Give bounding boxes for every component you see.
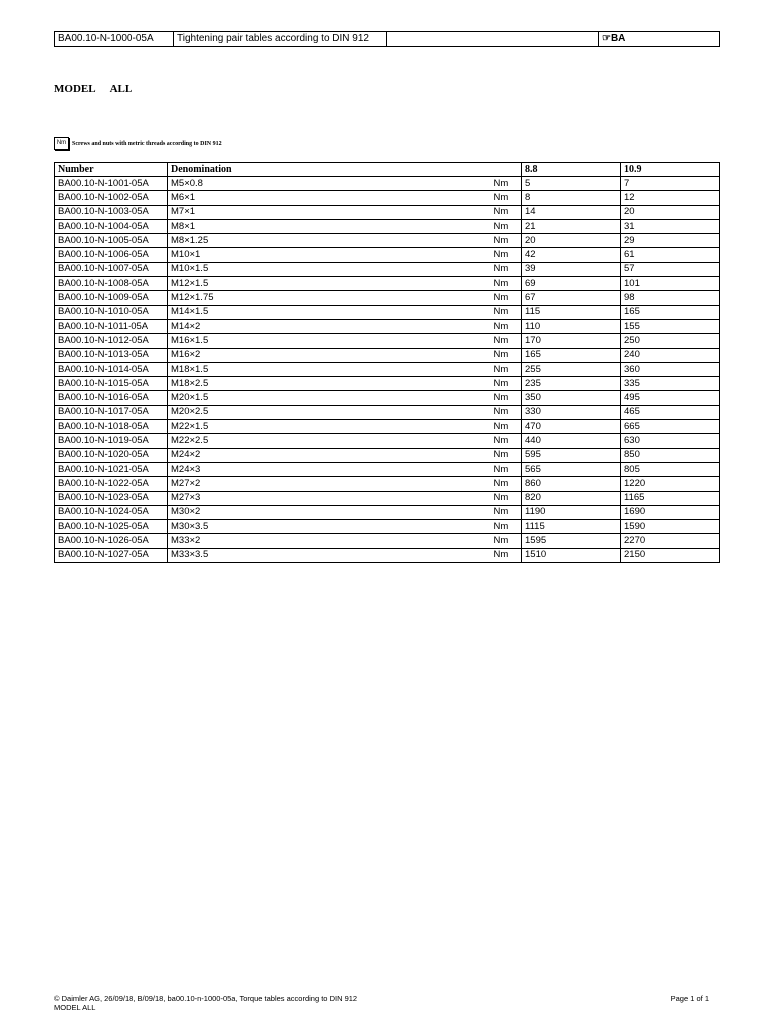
number-cell: BA00.10-N-1001-05A xyxy=(55,177,168,191)
denomination-cell: M16×2 xyxy=(168,348,488,362)
number-cell: BA00.10-N-1010-05A xyxy=(55,305,168,319)
table-row xyxy=(55,291,720,305)
number-cell: BA00.10-N-1016-05A xyxy=(55,391,168,405)
number-cell: BA00.10-N-1005-05A xyxy=(55,234,168,248)
denomination-cell: M33×3.5 xyxy=(168,548,488,562)
denomination-cell: M33×2 xyxy=(168,534,488,548)
grade-8-8-cell: 1190 xyxy=(522,505,621,519)
unit-cell: Nm xyxy=(488,491,522,505)
grade-8-8-cell: 110 xyxy=(522,319,621,333)
grade-10-9-cell: 7 xyxy=(621,177,720,191)
number-cell: BA00.10-N-1015-05A xyxy=(55,377,168,391)
unit-cell: Nm xyxy=(488,248,522,262)
table-row xyxy=(55,405,720,419)
denomination-cell: M18×2.5 xyxy=(168,377,488,391)
denomination-cell: M5×0.8 xyxy=(168,177,488,191)
table-row xyxy=(55,548,720,562)
table-body xyxy=(55,177,720,563)
grade-8-8-cell: 470 xyxy=(522,420,621,434)
footer-copyright: © Daimler AG, 26/09/18, B/09/18, ba00.10-n-1000-05a, Torque tables according to DIN 912 xyxy=(54,994,358,1003)
grade-10-9-cell: 31 xyxy=(621,219,720,233)
number-cell: BA00.10-N-1021-05A xyxy=(55,462,168,476)
grade-8-8-cell: 330 xyxy=(522,405,621,419)
grade-10-9-cell: 57 xyxy=(621,262,720,276)
table-row xyxy=(55,262,720,276)
header-empty-cell xyxy=(387,32,599,47)
grade-8-8-cell: 21 xyxy=(522,219,621,233)
column-header-10-9: 10.9 xyxy=(621,163,720,177)
unit-cell: Nm xyxy=(488,319,522,333)
grade-8-8-cell: 820 xyxy=(522,491,621,505)
doc-number: BA00.10-N-1000-05A xyxy=(55,32,174,47)
grade-8-8-cell: 350 xyxy=(522,391,621,405)
grade-10-9-cell: 98 xyxy=(621,291,720,305)
grade-10-9-cell: 165 xyxy=(621,305,720,319)
unit-cell: Nm xyxy=(488,191,522,205)
table-row xyxy=(55,505,720,519)
column-header-number: Number xyxy=(55,163,168,177)
table-row xyxy=(55,191,720,205)
grade-10-9-cell: 29 xyxy=(621,234,720,248)
table-header-row xyxy=(55,163,720,177)
number-cell: BA00.10-N-1008-05A xyxy=(55,277,168,291)
unit-cell: Nm xyxy=(488,548,522,562)
grade-10-9-cell: 20 xyxy=(621,205,720,219)
denomination-cell: M20×2.5 xyxy=(168,405,488,419)
unit-cell: Nm xyxy=(488,362,522,376)
denomination-cell: M8×1.25 xyxy=(168,234,488,248)
number-cell: BA00.10-N-1023-05A xyxy=(55,491,168,505)
grade-8-8-cell: 255 xyxy=(522,362,621,376)
grade-8-8-cell: 69 xyxy=(522,277,621,291)
number-cell: BA00.10-N-1019-05A xyxy=(55,434,168,448)
table-row xyxy=(55,234,720,248)
grade-8-8-cell: 235 xyxy=(522,377,621,391)
table-row xyxy=(55,448,720,462)
denomination-cell: M16×1.5 xyxy=(168,334,488,348)
unit-cell: Nm xyxy=(488,434,522,448)
grade-10-9-cell: 155 xyxy=(621,319,720,333)
model-label: MODEL xyxy=(54,83,96,95)
unit-cell: Nm xyxy=(488,477,522,491)
number-cell: BA00.10-N-1006-05A xyxy=(55,248,168,262)
grade-10-9-cell: 665 xyxy=(621,420,720,434)
table-row xyxy=(55,277,720,291)
denomination-cell: M12×1.75 xyxy=(168,291,488,305)
grade-10-9-cell: 630 xyxy=(621,434,720,448)
unit-cell: Nm xyxy=(488,505,522,519)
number-cell: BA00.10-N-1024-05A xyxy=(55,505,168,519)
unit-cell: Nm xyxy=(488,448,522,462)
number-cell: BA00.10-N-1014-05A xyxy=(55,362,168,376)
grade-8-8-cell: 1115 xyxy=(522,520,621,534)
table-row xyxy=(55,420,720,434)
page-number: Page 1 of 1 xyxy=(670,994,709,1003)
grade-8-8-cell: 860 xyxy=(522,477,621,491)
unit-cell: Nm xyxy=(488,462,522,476)
model-value: ALL xyxy=(109,83,133,95)
unit-cell: Nm xyxy=(488,205,522,219)
grade-8-8-cell: 165 xyxy=(522,348,621,362)
denomination-cell: M8×1 xyxy=(168,219,488,233)
denomination-cell: M27×3 xyxy=(168,491,488,505)
grade-8-8-cell: 20 xyxy=(522,234,621,248)
document-header xyxy=(54,31,720,47)
note xyxy=(54,137,222,150)
grade-10-9-cell: 61 xyxy=(621,248,720,262)
table-row xyxy=(55,205,720,219)
grade-8-8-cell: 170 xyxy=(522,334,621,348)
grade-10-9-cell: 2150 xyxy=(621,548,720,562)
number-cell: BA00.10-N-1003-05A xyxy=(55,205,168,219)
doc-title: Tightening pair tables according to DIN 912 xyxy=(174,32,387,47)
table-row xyxy=(55,362,720,376)
grade-8-8-cell: 115 xyxy=(522,305,621,319)
grade-8-8-cell: 42 xyxy=(522,248,621,262)
denomination-cell: M6×1 xyxy=(168,191,488,205)
unit-cell: Nm xyxy=(488,405,522,419)
grade-8-8-cell: 565 xyxy=(522,462,621,476)
unit-cell: Nm xyxy=(488,219,522,233)
denomination-cell: M22×1.5 xyxy=(168,420,488,434)
unit-cell: Nm xyxy=(488,177,522,191)
number-cell: BA00.10-N-1007-05A xyxy=(55,262,168,276)
table-row xyxy=(55,319,720,333)
column-header-denomination: Denomination xyxy=(168,163,522,177)
grade-10-9-cell: 250 xyxy=(621,334,720,348)
grade-10-9-cell: 101 xyxy=(621,277,720,291)
number-cell: BA00.10-N-1017-05A xyxy=(55,405,168,419)
grade-8-8-cell: 14 xyxy=(522,205,621,219)
denomination-cell: M7×1 xyxy=(168,205,488,219)
grade-8-8-cell: 595 xyxy=(522,448,621,462)
grade-10-9-cell: 2270 xyxy=(621,534,720,548)
grade-10-9-cell: 335 xyxy=(621,377,720,391)
number-cell: BA00.10-N-1013-05A xyxy=(55,348,168,362)
denomination-cell: M24×2 xyxy=(168,448,488,462)
denomination-cell: M12×1.5 xyxy=(168,277,488,291)
grade-10-9-cell: 1220 xyxy=(621,477,720,491)
table-row xyxy=(55,520,720,534)
denomination-cell: M27×2 xyxy=(168,477,488,491)
unit-cell: Nm xyxy=(488,305,522,319)
footer-model: MODEL ALL xyxy=(54,1003,96,1012)
number-cell: BA00.10-N-1012-05A xyxy=(55,334,168,348)
number-cell: BA00.10-N-1022-05A xyxy=(55,477,168,491)
grade-8-8-cell: 39 xyxy=(522,262,621,276)
number-cell: BA00.10-N-1020-05A xyxy=(55,448,168,462)
table-row xyxy=(55,477,720,491)
number-cell: BA00.10-N-1018-05A xyxy=(55,420,168,434)
table-row xyxy=(55,491,720,505)
denomination-cell: M30×3.5 xyxy=(168,520,488,534)
denomination-cell: M24×3 xyxy=(168,462,488,476)
grade-10-9-cell: 1590 xyxy=(621,520,720,534)
denomination-cell: M30×2 xyxy=(168,505,488,519)
number-cell: BA00.10-N-1011-05A xyxy=(55,319,168,333)
denomination-cell: M10×1 xyxy=(168,248,488,262)
grade-10-9-cell: 240 xyxy=(621,348,720,362)
grade-10-9-cell: 1165 xyxy=(621,491,720,505)
grade-10-9-cell: 1690 xyxy=(621,505,720,519)
grade-10-9-cell: 465 xyxy=(621,405,720,419)
number-cell: BA00.10-N-1027-05A xyxy=(55,548,168,562)
table-row xyxy=(55,534,720,548)
unit-cell: Nm xyxy=(488,377,522,391)
grade-8-8-cell: 5 xyxy=(522,177,621,191)
unit-cell: Nm xyxy=(488,234,522,248)
doc-reference-link[interactable]: ☞BA xyxy=(599,32,720,47)
denomination-cell: M14×2 xyxy=(168,319,488,333)
denomination-cell: M14×1.5 xyxy=(168,305,488,319)
grade-8-8-cell: 67 xyxy=(522,291,621,305)
torque-table xyxy=(54,162,720,563)
grade-8-8-cell: 1595 xyxy=(522,534,621,548)
table-row xyxy=(55,219,720,233)
note-text: Screws and nuts with metric threads according to DIN 912 xyxy=(72,140,222,147)
table-row xyxy=(55,348,720,362)
denomination-cell: M10×1.5 xyxy=(168,262,488,276)
grade-8-8-cell: 8 xyxy=(522,191,621,205)
table-row xyxy=(55,462,720,476)
grade-8-8-cell: 1510 xyxy=(522,548,621,562)
unit-cell: Nm xyxy=(488,348,522,362)
table-row xyxy=(55,377,720,391)
column-header-8-8: 8.8 xyxy=(522,163,621,177)
unit-cell: Nm xyxy=(488,420,522,434)
number-cell: BA00.10-N-1009-05A xyxy=(55,291,168,305)
unit-cell: Nm xyxy=(488,334,522,348)
table-row xyxy=(55,305,720,319)
grade-10-9-cell: 850 xyxy=(621,448,720,462)
denomination-cell: M22×2.5 xyxy=(168,434,488,448)
unit-cell: Nm xyxy=(488,520,522,534)
number-cell: BA00.10-N-1025-05A xyxy=(55,520,168,534)
torque-nm-icon: Nm xyxy=(54,137,69,150)
grade-10-9-cell: 360 xyxy=(621,362,720,376)
table-row xyxy=(55,434,720,448)
unit-cell: Nm xyxy=(488,291,522,305)
table-row xyxy=(55,248,720,262)
unit-cell: Nm xyxy=(488,277,522,291)
table-row xyxy=(55,391,720,405)
number-cell: BA00.10-N-1002-05A xyxy=(55,191,168,205)
number-cell: BA00.10-N-1026-05A xyxy=(55,534,168,548)
table-row xyxy=(55,177,720,191)
table-row xyxy=(55,334,720,348)
grade-10-9-cell: 12 xyxy=(621,191,720,205)
unit-cell: Nm xyxy=(488,262,522,276)
grade-10-9-cell: 805 xyxy=(621,462,720,476)
unit-cell: Nm xyxy=(488,391,522,405)
grade-8-8-cell: 440 xyxy=(522,434,621,448)
grade-10-9-cell: 495 xyxy=(621,391,720,405)
denomination-cell: M20×1.5 xyxy=(168,391,488,405)
number-cell: BA00.10-N-1004-05A xyxy=(55,219,168,233)
unit-cell: Nm xyxy=(488,534,522,548)
model-heading xyxy=(54,83,146,95)
footer xyxy=(54,994,357,1012)
denomination-cell: M18×1.5 xyxy=(168,362,488,376)
